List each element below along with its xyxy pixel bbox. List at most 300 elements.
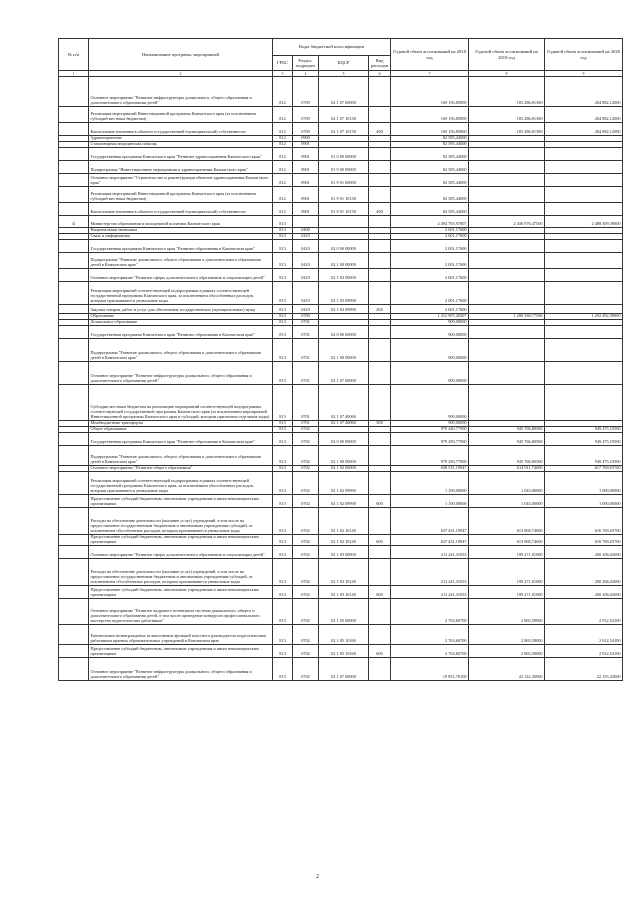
column-index: 6 — [369, 71, 391, 77]
row-number — [59, 148, 89, 161]
amount-2018: 900,00000 — [391, 385, 469, 421]
expense-type-code — [369, 624, 391, 644]
program-name: Предоставление субсидий бюджетным, автономным учреждениям и иным некоммерческим организациям — [89, 495, 273, 508]
target-article-code — [319, 216, 369, 228]
target-article-code: 02 1 07 00000 — [319, 362, 369, 385]
section-code: 0702 — [293, 585, 319, 598]
program-name: Предоставление субсидий бюджетным, автономным учреждениям и иным некоммерческим организациям — [89, 644, 273, 657]
section-code: 0700 — [293, 314, 319, 320]
grbs-code: 813 — [273, 305, 293, 314]
amount-2019: 2 865,58000 — [469, 598, 545, 624]
section-code: 0901 — [293, 148, 319, 161]
page-number: 2 — [316, 874, 319, 880]
program-name: Основное мероприятие "Строительство и реконструкция объектов здравоохранения Камчатского края" — [89, 174, 273, 187]
section-code: 0702 — [293, 495, 319, 508]
target-article-code: 02 1 02 09990 — [319, 472, 369, 495]
grbs-code: 813 — [273, 282, 293, 305]
amount-2020 — [545, 362, 623, 385]
table-row — [59, 282, 623, 305]
row-number — [59, 253, 89, 269]
program-name: Предоставление субсидий бюджетным, автономным учреждениям и иным некоммерческим организациям — [89, 585, 273, 598]
amount-2019: 2 430 976,47500 — [469, 216, 545, 228]
row-number — [59, 585, 89, 598]
target-article-code: 02 1 03 00000 — [319, 269, 369, 282]
program-name: Основное мероприятие "Развитие сферы дополнительного образования и социализации детей" — [89, 269, 273, 282]
amount-2020: 616 769,03700 — [545, 508, 623, 535]
amount-2020: 616 769,03700 — [545, 535, 623, 546]
expense-type-code — [369, 446, 391, 466]
section-code: 0702 — [293, 644, 319, 657]
grbs-code: 813 — [273, 362, 293, 385]
amount-2020: 200 206,02600 — [545, 558, 623, 585]
amount-2018: 2 001,17600 — [391, 234, 469, 240]
amount-2018: 2 763,60700 — [391, 624, 469, 644]
header-year-2019: Годовой объем ассигнований на 2019 год — [469, 39, 545, 71]
section-code: 0901 — [293, 161, 319, 174]
amount-2020 — [545, 305, 623, 314]
amount-2020: 949 475,19500 — [545, 433, 623, 446]
amount-2019 — [469, 253, 545, 269]
amount-2018: 211 241,31653 — [391, 585, 469, 598]
program-name: Реализация мероприятий Инвестиционной программы Камчатского края (за исключением субсидий местным бюджетам) — [89, 187, 273, 203]
section-code: 0410 — [293, 269, 319, 282]
target-article-code: 02 1 05 00000 — [319, 598, 369, 624]
table-row — [59, 240, 623, 253]
expense-type-code — [369, 433, 391, 446]
grbs-code: 813 — [273, 326, 293, 339]
section-code: 0702 — [293, 598, 319, 624]
table-row — [59, 446, 623, 466]
expense-type-code — [369, 77, 391, 107]
amount-2019 — [469, 362, 545, 385]
grbs-code: 813 — [273, 585, 293, 598]
target-article-code: 02 0 00 00000 — [319, 326, 369, 339]
amount-2018: 2 001,17600 — [391, 228, 469, 234]
program-name: Дошкольное образование — [89, 320, 273, 326]
row-number — [59, 362, 89, 385]
amount-2019: 199 271,01000 — [469, 545, 545, 558]
target-article-code: 02 1 03 10140 — [319, 585, 369, 598]
program-name: Реализация мероприятий соответствующей подпрограммы в рамках соответствующей государственной программы Камчатского края, за исключением обособленных расходов, которым присваиваются уникальные коды — [89, 472, 273, 495]
table-row — [59, 545, 623, 558]
row-number — [59, 598, 89, 624]
row-number — [59, 535, 89, 546]
program-name: Реализация мероприятий соответствующей подпрограммы в рамках соответствующей государственной программы Камчатского края, за исключением обособленных расходов, которым присваиваются уникальные коды — [89, 282, 273, 305]
program-name: Основное мероприятие "Развитие инфраструктуры дошкольного, общего образования и дополнительного образования детей" — [89, 657, 273, 680]
program-name: Государственная программа Камчатского края "Развитие образования в Камчатском крае" — [89, 433, 273, 446]
row-number — [59, 240, 89, 253]
target-article-code: 02 1 02 10140 — [319, 535, 369, 546]
grbs-code: 812 — [273, 187, 293, 203]
section-code: 0709 — [293, 123, 319, 136]
program-name: Общее образование — [89, 427, 273, 433]
amount-2020 — [545, 282, 623, 305]
amount-2018: 637 431,19947 — [391, 535, 469, 546]
target-article-code: 02 1 07 10130 — [319, 107, 369, 123]
grbs-code: 813 — [273, 253, 293, 269]
program-name: Капитальные вложения в объекты государственной (муниципальной) собственности — [89, 203, 273, 216]
amount-2019: 183 286,81300 — [469, 107, 545, 123]
target-article-code: 01 9 01 00000 — [319, 174, 369, 187]
amount-2020: 2 912,54100 — [545, 624, 623, 644]
row-number — [59, 446, 89, 466]
section-code: 0702 — [293, 472, 319, 495]
table-row — [59, 77, 623, 107]
expense-type-code — [369, 253, 391, 269]
grbs-code: 812 — [273, 136, 293, 142]
amount-2019 — [469, 203, 545, 216]
header-kcsr: КЦСР — [319, 56, 369, 71]
section-code: 0410 — [293, 305, 319, 314]
row-number — [59, 161, 89, 174]
table-row — [59, 433, 623, 446]
amount-2020 — [545, 253, 623, 269]
target-article-code: 02 1 03 10140 — [319, 558, 369, 585]
program-name: Государственная программа Камчатского края "Развитие здравоохранения Камчатского края" — [89, 148, 273, 161]
amount-2019 — [469, 148, 545, 161]
amount-2019: 1 043,00000 — [469, 472, 545, 495]
table-row — [59, 305, 623, 314]
section-code: 0702 — [293, 545, 319, 558]
table-row — [59, 362, 623, 385]
target-article-code: 01 0 00 00000 — [319, 148, 369, 161]
section-code: 0701 — [293, 362, 319, 385]
expense-type-code — [369, 107, 391, 123]
section-code: 0901 — [293, 174, 319, 187]
table-row — [59, 216, 623, 228]
grbs-code: 812 — [273, 107, 293, 123]
expense-type-code — [369, 269, 391, 282]
program-name: Основное мероприятие "Развитие сферы дополнительного образования и социализации детей" — [89, 545, 273, 558]
expense-type-code — [369, 657, 391, 680]
grbs-code: 813 — [273, 216, 293, 228]
amount-2019: 2 865,58000 — [469, 624, 545, 644]
target-article-code: 02 0 00 00000 — [319, 240, 369, 253]
expense-type-code — [369, 148, 391, 161]
expense-type-code: 200 — [369, 305, 391, 314]
row-number — [59, 495, 89, 508]
amount-2019: 2 865,58000 — [469, 644, 545, 657]
section-code: 0709 — [293, 77, 319, 107]
section-code: 0702 — [293, 624, 319, 644]
grbs-code: 813 — [273, 466, 293, 472]
target-article-code: 02 1 03 09990 — [319, 282, 369, 305]
expense-type-code — [369, 240, 391, 253]
row-number — [59, 187, 89, 203]
header-rzpr: Раздел, подраздел — [293, 56, 319, 71]
grbs-code: 813 — [273, 495, 293, 508]
column-index: 5 — [319, 71, 369, 77]
program-name: Основное мероприятие "Развитие кадрового потенциала системы дошкольного, общего и дополнительного образования детей, в том числе проведение конкурсов профессионального мастерства педагогических работников" — [89, 598, 273, 624]
amount-2018: 1 100,00000 — [391, 495, 469, 508]
section-code: 0702 — [293, 657, 319, 680]
header-name: Наименование программ, мероприятий — [89, 39, 273, 71]
expense-type-code: 600 — [369, 495, 391, 508]
amount-2019: 945 766,80500 — [469, 433, 545, 446]
amount-2019 — [469, 161, 545, 174]
target-article-code: 02 1 02 10140 — [319, 508, 369, 535]
amount-2018: 1 100,00000 — [391, 472, 469, 495]
program-name: Капитальные вложения в объекты государственной (муниципальной) собственности — [89, 123, 273, 136]
table-row — [59, 624, 623, 644]
table-row — [59, 269, 623, 282]
grbs-code: 813 — [273, 433, 293, 446]
expense-type-code — [369, 558, 391, 585]
program-name: Субсидии местным бюджетам на реализацию мероприятий соответствующей подпрограммы соответствующей государственной программы Камчатского края (за исключением мероприятий Инвестиционной программы Камчатского края и субсидий, которым присвоены отдельные коды) — [89, 385, 273, 421]
target-article-code: 02 1 05 10160 — [319, 644, 369, 657]
amount-2018: 900,00000 — [391, 320, 469, 326]
budget-table — [58, 38, 623, 681]
section-code: 0900 — [293, 136, 319, 142]
target-article-code: 02 1 07 40060 — [319, 385, 369, 421]
amount-2020 — [545, 148, 623, 161]
row-number — [59, 77, 89, 107]
table-row — [59, 585, 623, 598]
column-index: 1 — [59, 71, 89, 77]
amount-2018: 900,00000 — [391, 362, 469, 385]
row-number — [59, 305, 89, 314]
program-name: Государственная программа Камчатского края "Развитие образования в Камчатском крае" — [89, 240, 273, 253]
amount-2019: 1 043,00000 — [469, 495, 545, 508]
amount-2018: 2 494 765,97807 — [391, 216, 469, 228]
expense-type-code: 600 — [369, 535, 391, 546]
amount-2020: 1 292 492,39000 — [545, 314, 623, 320]
expense-type-code — [369, 598, 391, 624]
amount-2020: 200 206,02600 — [545, 585, 623, 598]
amount-2018: 1 312 907,20307 — [391, 314, 469, 320]
amount-2019 — [469, 282, 545, 305]
table-row — [59, 535, 623, 546]
amount-2019 — [469, 187, 545, 203]
amount-2020 — [545, 187, 623, 203]
amount-2018: 211 241,31653 — [391, 545, 469, 558]
expense-type-code — [369, 282, 391, 305]
section-code: 0702 — [293, 466, 319, 472]
program-name: Основное мероприятие "Развитие общего образования" — [89, 466, 273, 472]
grbs-code: 813 — [273, 657, 293, 680]
section-code: 0702 — [293, 508, 319, 535]
amount-2020 — [545, 203, 623, 216]
target-article-code: 02 1 00 00000 — [319, 446, 369, 466]
program-name: Подпрограмма "Развитие дошкольного, общего образования и дополнительного образования детей в Камчатском крае" — [89, 339, 273, 362]
section-code: 0901 — [293, 142, 319, 148]
amount-2018: 82 585,44000 — [391, 142, 469, 148]
grbs-code: 812 — [273, 174, 293, 187]
section-code: 0701 — [293, 385, 319, 421]
section-code: 0701 — [293, 320, 319, 326]
amount-2020: 204 882,12000 — [545, 107, 623, 123]
amount-2018: 19 851,76100 — [391, 657, 469, 680]
section-code: 0901 — [293, 187, 319, 203]
amount-2020: 204 882,12000 — [545, 123, 623, 136]
program-name: Стационарная медицинская помощь — [89, 142, 273, 148]
section-code: 0701 — [293, 421, 319, 427]
amount-2019 — [469, 174, 545, 187]
row-number — [59, 657, 89, 680]
column-index: 4 — [293, 71, 319, 77]
grbs-code: 813 — [273, 545, 293, 558]
amount-2018: 900,00000 — [391, 326, 469, 339]
amount-2019: 199 271,01000 — [469, 558, 545, 585]
amount-2020: 1 000,00000 — [545, 472, 623, 495]
row-number — [59, 282, 89, 305]
target-article-code: 02 1 07 00000 — [319, 657, 369, 680]
table-row — [59, 644, 623, 657]
program-name: Национальная экономика — [89, 228, 273, 234]
target-article-code: 02 1 07 00000 — [319, 77, 369, 107]
target-article-code: 02 1 03 09990 — [319, 305, 369, 314]
amount-2019 — [469, 385, 545, 421]
program-name: Подпрограмма "Инвестиционные мероприятия в здравоохранении Камчатского края" — [89, 161, 273, 174]
row-number — [59, 203, 89, 216]
amount-2018: 169 156,85800 — [391, 107, 469, 123]
amount-2020 — [545, 339, 623, 362]
amount-2019: 183 286,81300 — [469, 77, 545, 107]
grbs-code: 812 — [273, 123, 293, 136]
amount-2020: 1 000,00000 — [545, 495, 623, 508]
expense-type-code: 600 — [369, 585, 391, 598]
grbs-code: 812 — [273, 161, 293, 174]
amount-2020: 22 155,32000 — [545, 657, 623, 680]
row-number — [59, 644, 89, 657]
amount-2019: 183 286,81300 — [469, 123, 545, 136]
document-sheet — [58, 38, 622, 863]
program-name: Министерство образования и молодежной политики Камчатского края — [89, 216, 273, 228]
column-index: 3 — [273, 71, 293, 77]
row-number — [59, 269, 89, 282]
table-row — [59, 148, 623, 161]
expense-type-code — [369, 326, 391, 339]
target-article-code: 02 1 05 10160 — [319, 624, 369, 644]
grbs-code: 812 — [273, 77, 293, 107]
grbs-code: 813 — [273, 598, 293, 624]
grbs-code: 813 — [273, 320, 293, 326]
section-code: 0410 — [293, 234, 319, 240]
section-code: 0702 — [293, 446, 319, 466]
expense-type-code — [369, 187, 391, 203]
grbs-code: 813 — [273, 535, 293, 546]
section-code: 0410 — [293, 253, 319, 269]
amount-2019: 613 868,74600 — [469, 535, 545, 546]
amount-2020 — [545, 174, 623, 187]
row-number — [59, 545, 89, 558]
amount-2019: 22 142,30000 — [469, 657, 545, 680]
grbs-code: 813 — [273, 624, 293, 644]
table-row — [59, 253, 623, 269]
grbs-code: 813 — [273, 339, 293, 362]
grbs-code: 813 — [273, 269, 293, 282]
section-code: 0410 — [293, 282, 319, 305]
header-kvr: Вид расходов — [369, 56, 391, 71]
column-index: 7 — [391, 71, 469, 77]
header-year-2020: Годовой объем ассигнований на 2020 год — [545, 39, 623, 71]
table-row — [59, 385, 623, 421]
amount-2018: 169 156,85800 — [391, 77, 469, 107]
table-row — [59, 466, 623, 472]
amount-2018: 900,00000 — [391, 339, 469, 362]
table-row — [59, 203, 623, 216]
section-code: 0901 — [293, 203, 319, 216]
program-name: Расходы на обеспечение деятельности (оказание услуг) учреждений, в том числе на предоставление государственным бюджетным и автономным учреждениям субсидий, за исключением обособленных расходов, которым присваиваются уникальные коды — [89, 558, 273, 585]
row-number — [59, 472, 89, 495]
expense-type-code: 500 — [369, 421, 391, 427]
amount-2019: 945 766,80500 — [469, 446, 545, 466]
row-number — [59, 123, 89, 136]
amount-2018: 2 001,17600 — [391, 282, 469, 305]
amount-2019 — [469, 240, 545, 253]
expense-type-code — [369, 545, 391, 558]
table-row — [59, 495, 623, 508]
grbs-code: 812 — [273, 148, 293, 161]
expense-type-code — [369, 339, 391, 362]
program-name: Подпрограмма "Развитие дошкольного, общего образования и дополнительного образования детей в Камчатском крае" — [89, 253, 273, 269]
amount-2018: 169 156,85800 — [391, 123, 469, 136]
expense-type-code — [369, 362, 391, 385]
grbs-code: 813 — [273, 234, 293, 240]
target-article-code: 02 1 07 40060 — [319, 421, 369, 427]
target-article-code: 01 9 01 10130 — [319, 203, 369, 216]
table-row — [59, 339, 623, 362]
amount-2020 — [545, 326, 623, 339]
section-code: 0709 — [293, 107, 319, 123]
amount-2018: 2 763,60700 — [391, 644, 469, 657]
program-name: Здравоохранение — [89, 136, 273, 142]
amount-2018: 82 585,44000 — [391, 187, 469, 203]
table-row — [59, 174, 623, 187]
column-index: 2 — [89, 71, 273, 77]
amount-2018: 2 001,17600 — [391, 253, 469, 269]
amount-2018: 2 763,60700 — [391, 598, 469, 624]
program-name: Межбюджетные трансферты — [89, 421, 273, 427]
table-row — [59, 508, 623, 535]
table-row — [59, 187, 623, 203]
amount-2018: 82 585,44000 — [391, 174, 469, 187]
expense-type-code — [369, 472, 391, 495]
grbs-code: 812 — [273, 203, 293, 216]
target-article-code: 01 9 00 00000 — [319, 161, 369, 174]
program-name: Государственная программа Камчатского края "Развитие образования в Камчатском крае" — [89, 326, 273, 339]
table-body — [59, 71, 623, 681]
row-number — [59, 433, 89, 446]
amount-2019: 945 766,80500 — [469, 427, 545, 433]
expense-type-code: 400 — [369, 203, 391, 216]
amount-2019: 613 868,74600 — [469, 508, 545, 535]
table-row — [59, 107, 623, 123]
amount-2020 — [545, 240, 623, 253]
grbs-code: 813 — [273, 427, 293, 433]
section-code: 0702 — [293, 558, 319, 585]
table-row — [59, 598, 623, 624]
target-article-code: 02 1 02 00000 — [319, 466, 369, 472]
table-row — [59, 123, 623, 136]
target-article-code: 02 1 00 00000 — [319, 339, 369, 362]
target-article-code: 02 1 02 09990 — [319, 495, 369, 508]
row-number — [59, 385, 89, 421]
section-code — [293, 216, 319, 228]
header-num: № п/п — [59, 39, 89, 71]
section-code: 0410 — [293, 240, 319, 253]
amount-2018: 211 241,31653 — [391, 558, 469, 585]
table-row — [59, 161, 623, 174]
column-index: 8 — [469, 71, 545, 77]
expense-type-code: 600 — [369, 644, 391, 657]
amount-2018: 638 531,19947 — [391, 466, 469, 472]
header-row — [59, 39, 623, 56]
program-name: Связь и информатика — [89, 234, 273, 240]
row-number — [59, 508, 89, 535]
amount-2019 — [469, 269, 545, 282]
amount-2018: 637 431,19947 — [391, 508, 469, 535]
